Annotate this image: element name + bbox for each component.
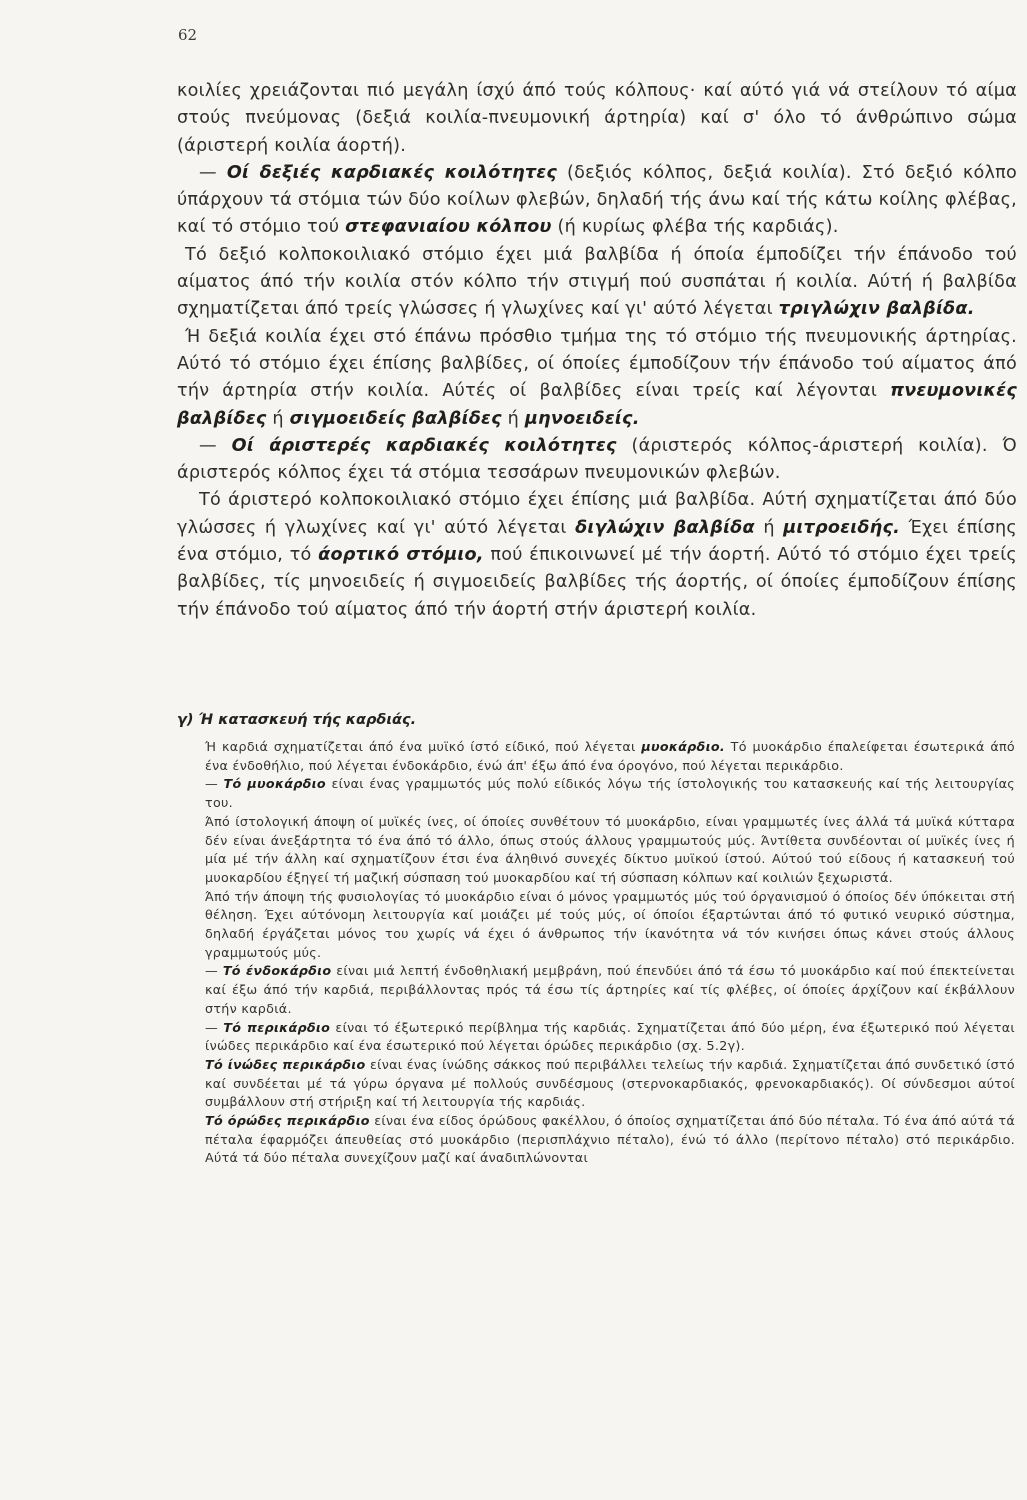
text: Τό μυοκάρδιο έπαλείφεται έσωτερικά άπό ένα ένδοθήλιο, πού λέγεται ένδοκάρδιο, ένώ άπ' έξω άπό ένα όρογόνο, πού λέγεται περικάρδιο. (205, 739, 1015, 773)
paragraph: Άπό ίστολογική άποψη οί μυϊκές ίνες, οί όποίες συνθέτουν τό μυοκάρδιο, είναι γραμμωτές ίνες άλλά τά μυϊκά κύτταρα δέν είναι άνεξάρτητα τό ένα άπό τό άλλο, όπως στούς άλλους γραμμωτούς μύς. Άντίθετα συνδέονται οί μυϊκές ίνες ή μία μέ τήν άλλη καί σχηματίζουν έτσι ένα άληθινό συνεχές δίκτυο μυϊκού ίστού. Αύτού τού είδους ή κατασκευή τού μυοκαρδίου έξηγεί τή μαζική σύσπαση τού μυοκαρδίου καί τή σύσπαση κόλπων καί κοιλιών ξεχωριστά. (205, 813, 1015, 885)
text: Τό άριστερό κολποκοιλιακό στόμιο έχει έπίσης μιά βαλβίδα. Αύτή σχηματίζεται άπό δύο γλώσσες ή γλωχίνες καί γι' αύτό λέγεται (177, 490, 1017, 538)
dash: — (205, 963, 223, 979)
text: είναι ένα είδος όρώδους φακέλλου, ό όποίος σχηματίζεται άπό δύο πέταλα. Τό ένα άπό αύτά τά πέταλα έφαρμόζει άπευθείας στό μυοκάρδιο (περισπλάχνιο πέταλο), ένώ τό άλλο (περίτονο πέταλο) στό περικάρδιο. Αύτά τά δύο πέταλα συνεχίζουν μαζί καί άναδιπλώνονται (205, 1113, 1015, 1166)
term: Τό ίνώδες περικάρδιο (205, 1056, 366, 1072)
text: Έχει έπίσης ένα στόμιο, τό (177, 517, 1017, 566)
term: μυοκάρδιο. (641, 739, 725, 754)
term: Τό ένδοκάρδιο (222, 963, 332, 979)
text: πού έπικοινωνεί μέ τήν άορτή. Αύτό τό στόμιο έχει τρείς βαλβίδες, τίς μηνοειδείς ή σιγμοειδείς βαλβίδες τής άορτής, οί όποίες έμποδίζουν έπίσης τήν έπάνοδο τού αίματος άπό τήν άορτή στήν άριστερή κοιλία. (177, 545, 1017, 620)
paragraph (177, 242, 1017, 324)
term: Οί άριστερές καρδιακές κοιλότητες (231, 435, 617, 456)
term: σιγμοειδείς βαλβίδες (289, 408, 502, 429)
text: (άριστερός κόλπος-άριστερή κοιλία). Ό άριστερός κόλπος έχει τά στόμια τεσσάρων πνευμονικών φλεβών. (177, 435, 1017, 484)
main-text (177, 78, 1017, 624)
term: μιτροειδής. (783, 517, 901, 538)
text: Ή δεξιά κοιλία έχει στό έπάνω πρόσθιο τμήμα της τό στόμιο τής πνευμονικής άρτηρίας. Αύτό τό στόμιο έχει έπίσης βαλβίδες, οί όποίες έμποδίζουν τήν έπάνοδο τού αίματος άπό τήν άρτηρία στήν κοιλία. Αύτές οί βαλβίδες είναι τρείς καί λέγονται (177, 326, 1017, 402)
section-text (205, 738, 1015, 1168)
page-number: 62 (178, 26, 198, 44)
term: Τό μυοκάρδιο (223, 776, 326, 792)
paragraph (205, 962, 1015, 1018)
paragraph (205, 1056, 1015, 1112)
text: είναι ένας γραμμωτός μύς πολύ είδικός λόγω τής ίστολογικής του κατασκευής καί τής λειτουργίας του. (205, 776, 1016, 811)
term: διγλώχιν βαλβίδα (575, 517, 755, 538)
term: Οί δεξιές καρδιακές κοιλότητες (226, 162, 558, 183)
text: είναι ένας ίνώδης σάκκος πού περιβάλλει τελείως τήν καρδιά. Σχηματίζεται άπό συνδετικό ίστό καί συνδέεται μέ τά γύρω όργανα μέ πολλούς συνδέσμους (στερνοκαρδιακός, φρενοκαρδιακός). Οί σύνδεσμοι αύτοί συμβάλλουν στή στήριξη καί τή λειτουργία τής καρδιάς. (205, 1056, 1015, 1110)
paragraph (177, 160, 1017, 242)
paragraph (177, 433, 1017, 488)
paragraph (205, 1019, 1015, 1056)
text: ή (501, 408, 525, 429)
term: Τό περικάρδιο (223, 1019, 331, 1035)
dash: — (205, 776, 224, 792)
text: είναι τό έξωτερικό περίβλημα τής καρδιάς. Σχηματίζεται άπό δύο μέρη, ένα έξωτερικό πού λέγεται ίνώδες περικάρδιο καί ένα έσωτερικό πού λέγεται όρώδες περικάρδιο (σχ. 5.2γ). (205, 1019, 1015, 1054)
dash: — (199, 162, 227, 183)
text: Ή καρδιά σχηματίζεται άπό ένα μυϊκό ίστό είδικό, πού λέγεται (205, 739, 642, 754)
text: ή (266, 408, 290, 429)
paragraph (177, 324, 1017, 433)
paragraph (205, 775, 1015, 812)
term: στεφανιαίου κόλπου (345, 217, 552, 238)
term: άορτικό στόμιο, (318, 545, 484, 566)
section-heading: γ) Ή κατασκευή τής καρδιάς. (177, 712, 417, 728)
term: τριγλώχιν βαλβίδα. (778, 299, 975, 320)
term: Τό όρώδες περικάρδιο (205, 1113, 370, 1129)
dash: — (199, 435, 232, 456)
term: πνευμονικές βαλβίδες (177, 381, 1017, 429)
paragraph (177, 487, 1017, 623)
text: ή (754, 517, 784, 538)
text: είναι μιά λεπτή ένδοθηλιακή μεμβράνη, πού έπενδύει άπό τά έσω τό μυοκάρδιο καί πού έπεκτείνεται καί έξω άπό τήν καρδιά, περιβάλλοντας πρός τά έσω τίς άρτηρίες καί τίς φλέβες, οί όποίες άρχίζουν καί έκβάλλουν στήν καρδιά. (205, 963, 1016, 1016)
text: Τό δεξιό κολποκοιλιακό στόμιο έχει μιά βαλβίδα ή όποία έμποδίζει τήν έπάνοδο τού αίματος άπό τήν κοιλία στόν κόλπο τήν στιγμή πού συσπάται ή κοιλία. Αύτή ή βαλβίδα σχηματίζεται άπό τρείς γλώσσες ή γλωχίνες καί γι' αύτό λέγεται (177, 244, 1017, 320)
paragraph (205, 738, 1015, 775)
paragraph: κοιλίες χρειάζονται πιό μεγάλη ίσχύ άπό τούς κόλπους· καί αύτό γιά νά στείλουν τό αίμα στούς πνεύμονας (δεξιά κοιλία-πνευμονική άρτηρία) καί σ' όλο τό άνθρώπινο σώμα (άριστερή κοιλία άορτή). (177, 81, 1017, 156)
dash: — (205, 1019, 224, 1035)
text: (δεξιός κόλπος, δεξιά κοιλία). Στό δεξιό κόλπο ύπάρχουν τά στόμια τών δύο κοίλων φλεβών, δηλαδή τής άνω καί τής κάτω κοίλης φλέβας, καί τό στόμιο τού (177, 162, 1018, 238)
paragraph: Άπό τήν άποψη τής φυσιολογίας τό μυοκάρδιο είναι ό μόνος γραμμωτός μύς τού όργανισμού ό όποίος δέν ύπόκειται στή θέληση. Έχει αύτόνομη λειτουργία καί μοιάζει μέ τούς μύς, οί όποίοι έξαρτώνται άπό τό φυτικό νευρικό σύστημα, δηλαδή έργάζεται μόνος του χωρίς νά έχει ό άνθρωπος τήν ίκανότητα νά τόν κινήσει όπως κάνει στούς άλλους γραμμωτούς μύς. (205, 888, 1015, 960)
term: μηνοειδείς. (524, 408, 640, 429)
text: (ή κυρίως φλέβα τής καρδιάς). (551, 217, 839, 238)
paragraph (205, 1112, 1015, 1168)
